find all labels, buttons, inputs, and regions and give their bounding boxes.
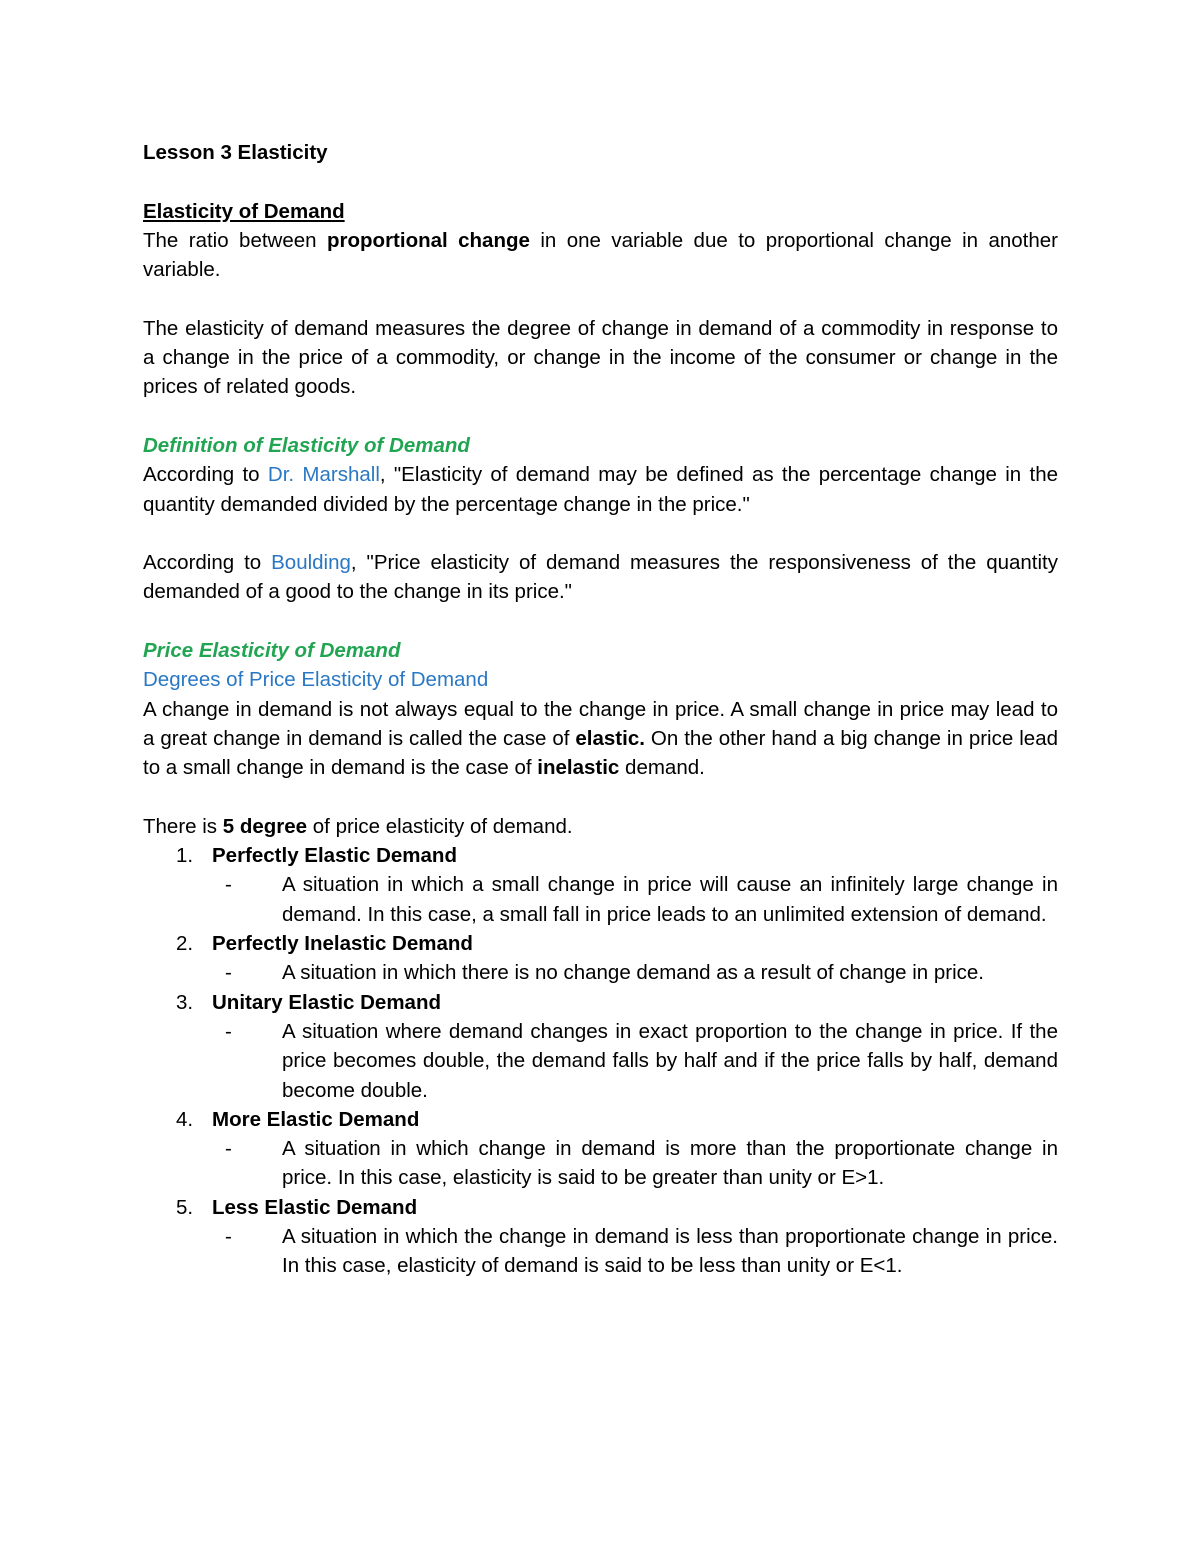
description-text: A situation in which there is no change demand as a result of change in price.: [282, 961, 984, 985]
bullet-dash: -: [225, 1137, 232, 1161]
list-item-description: [212, 1017, 1058, 1105]
list-item-title: Perfectly Inelastic Demand: [212, 932, 473, 956]
degrees-paragraph: [143, 695, 1058, 783]
spacer: [143, 607, 1058, 636]
bullet-dash: -: [225, 873, 232, 897]
text-run: The ratio between: [143, 228, 327, 252]
description-text: A situation where demand changes in exact proportion to the change in price. If the price becomes double, the demand falls by half and if the price falls by half, demand become double.: [282, 1019, 1058, 1102]
description-text: A situation in which the change in demand is less than proportionate change in price. In this case, elasticity of demand is said to be less than unity or E<1.: [282, 1224, 1058, 1278]
text-run: , "Price elasticity of demand measures the responsiveness of the quantity demanded of a good to the change in its price.": [143, 551, 1058, 604]
list-item-description: [212, 1222, 1058, 1281]
description-text: A situation in which a small change in price will cause an infinitely large change in demand. In this case, a small fall in price leads to an unlimited extension of demand.: [282, 873, 1058, 926]
text-run: demand.: [619, 756, 705, 780]
list-item: [143, 841, 1058, 929]
spacer: [143, 167, 1058, 196]
text-run: According to: [143, 551, 272, 575]
text-run: According to: [143, 463, 268, 487]
marshall-quote: [143, 460, 1058, 519]
spacer: [143, 519, 1058, 548]
bullet-dash: -: [225, 961, 232, 985]
bold-term: elastic.: [575, 726, 645, 750]
list-item-title: More Elastic Demand: [212, 1107, 420, 1131]
list-number: 3.: [176, 990, 194, 1014]
author-name: Dr. Marshall: [267, 463, 380, 487]
spacer: [143, 284, 1058, 313]
degrees-list: [143, 841, 1058, 1280]
list-number: 4.: [176, 1107, 194, 1131]
bullet-dash: -: [225, 1224, 232, 1248]
document-page: [143, 138, 1058, 1281]
text-run: There is: [143, 814, 223, 838]
spacer: [143, 402, 1058, 431]
list-item-description: [212, 870, 1058, 929]
boulding-quote: [143, 548, 1058, 607]
list-item-title: Unitary Elastic Demand: [212, 990, 441, 1014]
author-name: Boulding: [271, 551, 351, 575]
text-run: A change in demand is not always equal to the change in price. A small change in price may lead to a great change in demand is called the case of: [143, 697, 1058, 750]
text-run: On the other hand a big change in price lead to a small change in demand is the case of: [143, 726, 1058, 780]
list-number: 5.: [176, 1195, 194, 1219]
list-item-description: [212, 958, 1058, 987]
text-run: in one variable due to proportional change in another variable.: [143, 228, 1058, 282]
bullet-dash: -: [225, 1019, 232, 1043]
bold-term: 5 degree: [222, 814, 308, 838]
list-item: [143, 1105, 1058, 1193]
list-item: [143, 988, 1058, 1105]
section-heading-definition: Definition of Elasticity of Demand: [143, 433, 470, 457]
spacer: [143, 783, 1058, 812]
text-run: , "Elasticity of demand may be defined as the percentage change in the quantity demanded divided by the percentage change in the price.": [143, 463, 1058, 516]
section-heading-price-elasticity: Price Elasticity of Demand: [143, 639, 401, 663]
subheading-degrees: Degrees of Price Elasticity of Demand: [143, 668, 489, 692]
degrees-intro: [143, 812, 1058, 841]
list-item-title: Perfectly Elastic Demand: [212, 844, 457, 868]
section-heading-elasticity-of-demand: Elasticity of Demand: [143, 199, 345, 223]
bold-term: inelastic: [537, 756, 620, 780]
description-text: A situation in which change in demand is more than the proportionate change in price. In this case, elasticity is said to be greater than unity or E>1.: [282, 1137, 1058, 1190]
list-item: [143, 929, 1058, 988]
list-item: [143, 1193, 1058, 1281]
measure-paragraph: The elasticity of demand measures the degree of change in demand of a commodity in response to a change in the price of a commodity, or change in the income of the consumer or change in the prices of related goods.: [143, 316, 1058, 399]
list-number: 1.: [176, 844, 194, 868]
list-item-description: [212, 1134, 1058, 1193]
bold-term: proportional change: [327, 228, 530, 252]
text-run: of price elasticity of demand.: [307, 814, 573, 838]
page-title: Lesson 3 Elasticity: [143, 141, 328, 164]
list-item-title: Less Elastic Demand: [212, 1195, 418, 1219]
list-number: 2.: [176, 932, 194, 956]
definition-paragraph: [143, 226, 1058, 285]
